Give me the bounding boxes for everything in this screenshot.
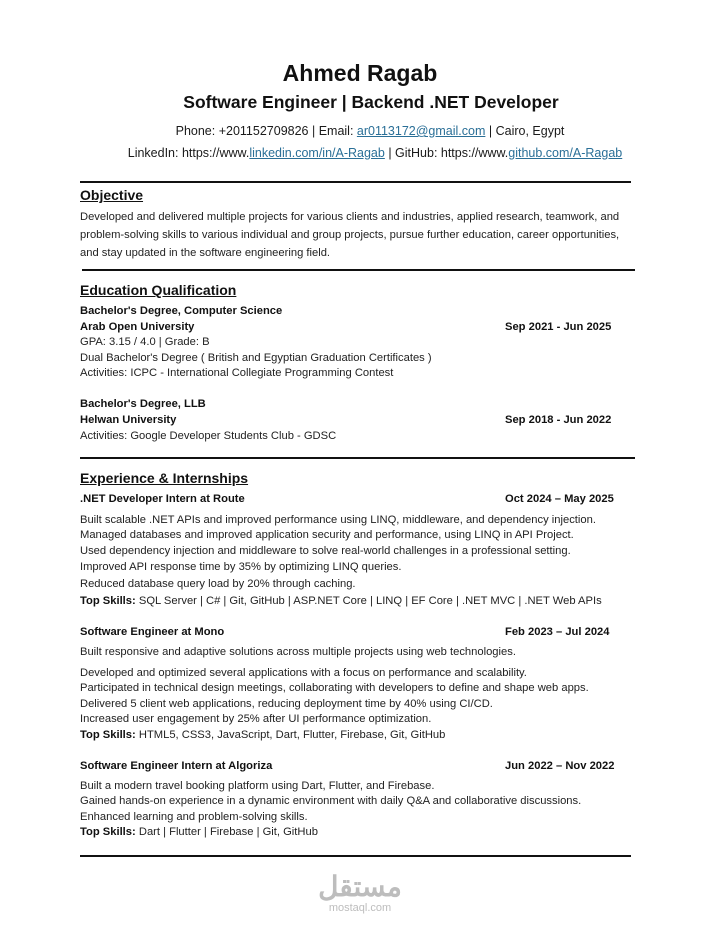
job-bullet: Improved API response time by 35% by optimizing LINQ queries. [80,561,402,573]
edu-detail: GPA: 3.15 / 4.0 | Grade: B [80,336,210,348]
edu-detail: Activities: ICPC - International Collegiate Programming Contest [80,367,394,379]
skills-label: Top Skills: [80,729,136,741]
job-bullet: Enhanced learning and problem-solving skills. [80,811,308,823]
job-bullet: Built a modern travel booking platform using Dart, Flutter, and Firebase. [80,780,435,792]
divider [80,855,631,857]
job-skills [80,729,445,741]
edu-school: Arab Open University [80,321,195,333]
skills-list: SQL Server | C# | Git, GitHub | ASP.NET Core | LINQ | EF Core | .NET MVC | .NET Web APIs [135,595,602,607]
objective-heading: Objective [80,187,144,203]
job-dates: Feb 2023 – Jul 2024 [505,626,610,638]
resume-title: Software Engineer | Backend .NET Developer [183,92,559,112]
job-bullet: Managed databases and improved application security and performance, using LINQ in API Project. [80,529,574,541]
job-role: .NET Developer Intern at Route [80,493,245,505]
job-bullet: Used dependency injection and middleware to solve real-world challenges in a professional setting. [80,545,571,557]
linkedin-prefix: LinkedIn: https://www. [127,146,250,160]
edu-degree: Bachelor's Degree, Computer Science [80,305,283,317]
resume-name: Ahmed Ragab [282,60,438,86]
job-dates: Oct 2024 – May 2025 [505,493,614,505]
job-bullet: Increased user engagement by 25% after UI performance optimization. [80,713,432,725]
skills-list: Dart | Flutter | Firebase | Git, GitHub [135,826,318,838]
objective-text: Developed and delivered multiple projects for various clients and industries, applied research, teamwork, and problem-solving skills to various individual and group projects, pursue further education, career opportunities, and stay updated in the software engineering field. [80,211,620,259]
edu-school: Helwan University [80,414,177,426]
education-heading: Education Qualification [80,282,237,298]
edu-dates: Sep 2018 - Jun 2022 [505,414,612,426]
edu-detail: Dual Bachelor's Degree ( British and Egyptian Graduation Certificates ) [80,352,432,364]
github-link[interactable]: github.com/A-Ragab [508,146,623,160]
job-role: Software Engineer Intern at Algoriza [80,760,273,772]
job-bullet: Developed and optimized several applications with a focus on performance and scalability. [80,667,527,679]
linkedin-link[interactable]: linkedin.com/in/A-Ragab [249,146,385,160]
job-bullet: Participated in technical design meetings, collaborating with developers to define and shape web apps. [80,682,589,694]
watermark-logo: مستقل [318,871,402,902]
job-bullet: Delivered 5 client web applications, reducing deployment time by 40% using CI/CD. [80,698,493,710]
watermark-text: mostaql.com [328,902,392,914]
job-skills [80,826,318,838]
edu-dates: Sep 2021 - Jun 2025 [505,321,612,333]
job-bullet: Reduced database query load by 20% through caching. [80,578,356,590]
job-role: Software Engineer at Mono [80,626,225,638]
phone-label: Phone: +201152709826 | Email: [175,124,357,138]
job-bullet: Built responsive and adaptive solutions across multiple projects using web technologies. [80,646,516,658]
job-dates: Jun 2022 – Nov 2022 [505,760,615,772]
github-prefix: | GitHub: https://www. [384,146,509,160]
job-bullet: Built scalable .NET APIs and improved performance using LINQ, middleware, and dependency injection. [80,514,596,526]
email-link[interactable]: ar0113172@gmail.com [356,124,486,138]
skills-list: HTML5, CSS3, JavaScript, Dart, Flutter, Firebase, Git, GitHub [135,729,446,741]
divider [80,181,631,183]
job-skills [80,595,602,607]
divider [80,457,635,459]
contact-line [0,124,720,138]
location-text: | Cairo, Egypt [485,124,565,138]
job-bullet: Gained hands-on experience in a dynamic environment with daily Q&A and collaborative discussions. [80,795,582,807]
edu-degree: Bachelor's Degree, LLB [80,398,206,410]
profiles-line [0,146,720,160]
skills-label: Top Skills: [80,826,136,838]
experience-heading: Experience & Internships [80,470,249,486]
skills-label: Top Skills: [80,595,136,607]
divider [82,269,635,271]
edu-detail: Activities: Google Developer Students Club - GDSC [80,430,337,442]
watermark [300,872,420,914]
